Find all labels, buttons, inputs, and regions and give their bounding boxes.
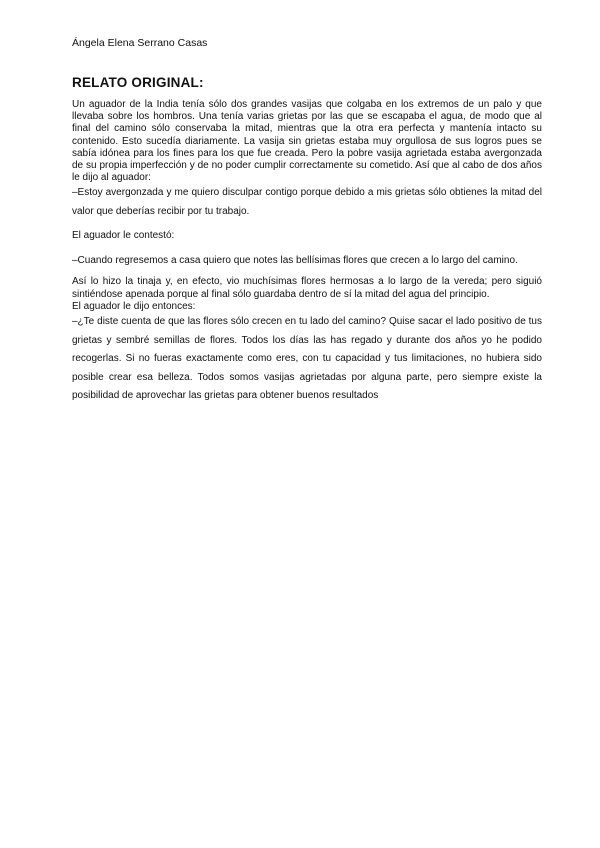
paragraph-aguador-reply: –Cuando regresemos a casa quiero que notes las bellísimas flores que crecen a lo largo del camino. (72, 254, 518, 266)
paragraph-tinaja: Así lo hizo la tinaja y, en efecto, vio muchísimas flores hermosas a lo largo de la vereda; pero siguió sintiéndose apenada porque al final sólo guardaba dentro de sí la mitad del agua del principio. (72, 276, 542, 300)
paragraph-closing: –¿Te diste cuenta de que las flores sólo crecen en tu lado del camino? Quise sacar el lado positivo de tus grietas y sembré semillas de flores. Todos los días las has regado y durante dos años yo he podido recogerlas. Si no fueras exactamente como eres, con tu capacidad y tus limitaciones, no hubiera sido posible crear esa belleza. Todos somos vasijas agrietadas por alguna parte, pero siempre existe la posibilidad de aprovechar las grietas para obtener buenos resultados (72, 316, 542, 402)
document-page (72, 36, 542, 406)
document-title: RELATO ORIGINAL: (72, 75, 204, 90)
author-name: Ángela Elena Serrano Casas (72, 37, 208, 49)
paragraph-aguador-dijo: El aguador le dijo entonces: (72, 300, 196, 312)
paragraph-intro: Un aguador de la India tenía sólo dos grandes vasijas que colgaba en los extremos de un palo y que llevaba sobre los hombros. Una tenía varias grietas por las que se escapaba el agua, de modo que al final del camino sólo conservaba la mitad, mientras que la otra era perfecta y mantenía intacto su contenido. Esto sucedía diariamente. La vasija sin grietas estaba muy orgullosa de sus logros pues se sabía idónea para los fines para los que fue creada. Pero la pobre vasija agrietada estaba avergonzada de su propia imperfección y de no poder cumplir correctamente su cometido. Así que al cabo de dos años le dijo al aguador: (72, 99, 542, 184)
paragraph-aguador-contesto: El aguador le contestó: (72, 230, 175, 242)
paragraph-vasija-dialogue: –Estoy avergonzada y me quiero disculpar contigo porque debido a mis grietas sólo obtienes la mitad del valor que deberías recibir por tu trabajo. (72, 187, 542, 217)
